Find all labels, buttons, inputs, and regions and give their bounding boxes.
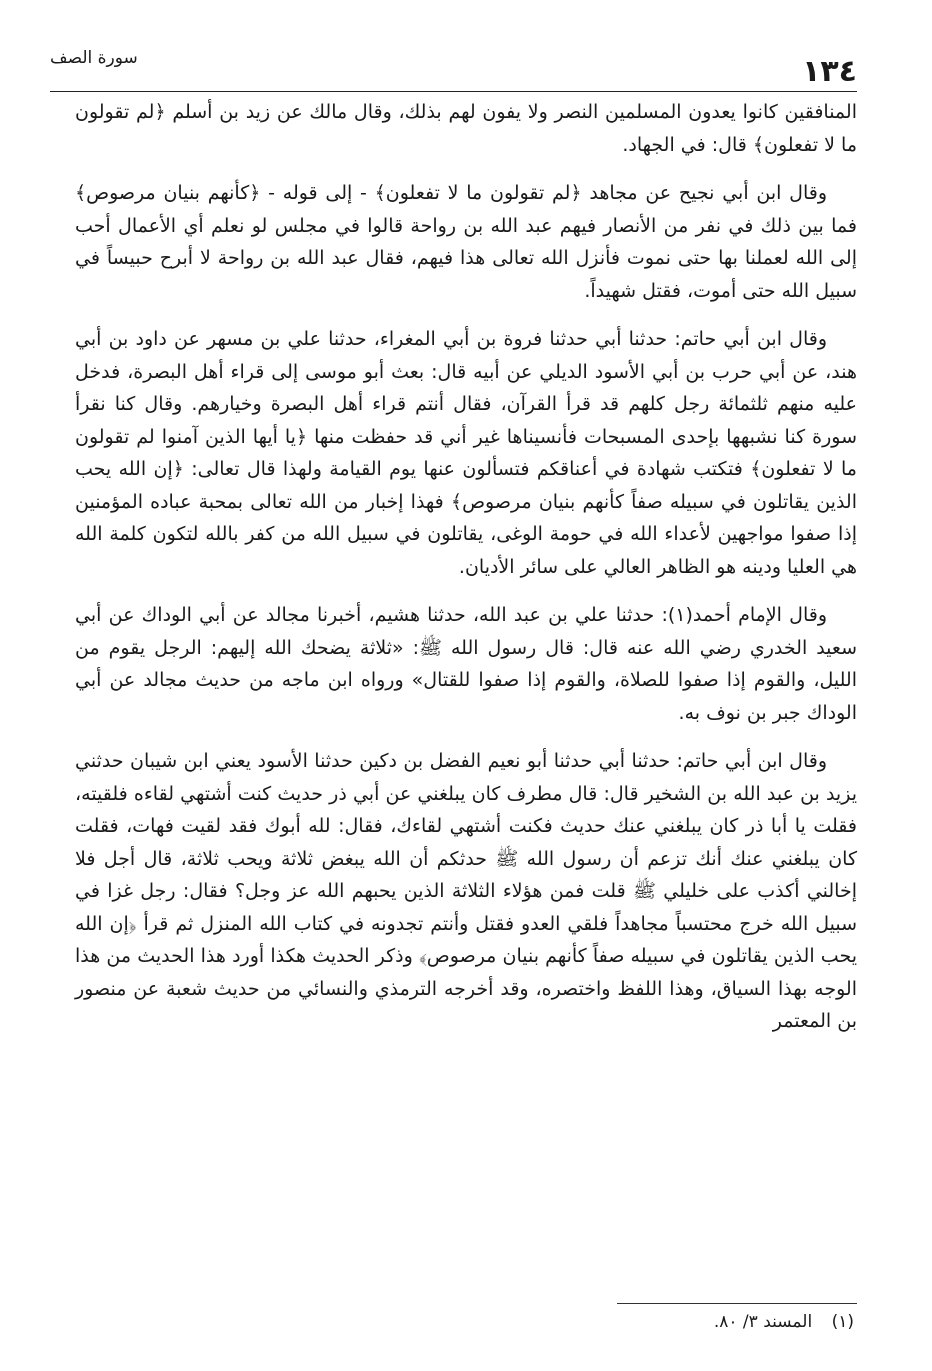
header-rule <box>50 91 857 92</box>
paragraph: وقال الإمام أحمد(١): حدثنا علي بن عبد الله، حدثنا هشيم، أخبرنا مجالد عن أبي الوداك عن أبي سعيد الخدري رضي الله عنه قال: قال رسول الله ﷺ: «ثلاثة يضحك الله إليهم: الرجل يقوم من الليل، والقوم إذا صفوا للصلاة، والقوم إذا صفوا للقتال» ورواه ابن ماجه من حديث مجالد عن أبي الوداك جبر بن نوف به. <box>75 604 857 724</box>
paragraph: وقال ابن أبي حاتم: حدثنا أبي حدثنا أبو نعيم الفضل بن دكين حدثنا الأسود يعني ابن شيبان حدثني يزيد بن عبد الله بن الشخير قال: قال مطرف كان يبلغني عن أبي ذر حديث كنت أشتهي لقاءه فلقيته، فقلت يا أبا ذر كان يبلغني عنك حديث فكنت أشتهي لقاءك، فقال: لله أبوك فقد لقيت فهات، فقلت كان يبلغني عنك أنك تزعم أن رسول الله ﷺ حدثكم أن الله يبغض ثلاثة ويحب ثلاثة، قال أجل فلا إخالني أكذب على خليلي ﷺ قلت فمن هؤلاء الثلاثة الذين يحبهم الله عز وجل؟ فقال: رجل غزا في سبيل الله خرج محتسباً مجاهداً فلقي العدو فقتل وأنتم تجدونه في كتاب الله المنزل ثم قرأ ﴿إن الله يحب الذين يقاتلون في سبيله صفاً كأنهم بنيان مرصوص﴾ وذكر الحديث هكذا أورد هذا الحديث من هذا الوجه بهذا السياق، وهذا اللفظ واختصره، وقد أخرجه الترمذي والنسائي من حديث شعبة عن منصور بن المعتمر <box>75 750 857 1032</box>
paragraph: وقال ابن أبي نجيح عن مجاهد ﴿لم تقولون ما لا تفعلون﴾ - إلى قوله - ﴿كأنهم بنيان مرصوص﴾ فما بين ذلك في نفر من الأنصار فيهم عبد الله بن رواحة قالوا في مجلس لو نعلم أي الأعمال أحب إلى الله لعملنا بها حتى نموت فأنزل الله تعالى هذا فيهم، فقال عبد الله بن رواحة لا أبرح حبيساً في سبيل الله حتى أموت، فقتل شهيداً. <box>75 182 857 302</box>
page-number: ١٣٤ <box>802 54 857 89</box>
footnote <box>714 1312 854 1332</box>
footnote-rule <box>617 1303 857 1304</box>
running-title: سورة الصف <box>50 48 138 68</box>
main-text <box>75 96 857 1054</box>
footnote-text: المسند ٣/ ٨٠. <box>713 1312 813 1332</box>
page-header <box>50 48 857 92</box>
footnote-number: (١) <box>831 1312 854 1332</box>
paragraph: وقال ابن أبي حاتم: حدثنا أبي حدثنا فروة بن أبي المغراء، حدثنا علي بن مسهر عن داود بن أبي هند، عن أبي حرب بن أبي الأسود الديلي عن أبيه قال: بعث أبو موسى إلى قراء أهل البصرة، فدخل عليه منهم ثلثمائة رجل كلهم قد قرأ القرآن، فقال أنتم قراء أهل البصرة وخيارهم. وقال كنا نقرأ سورة كنا نشبهها بإحدى المسبحات فأنسيناها غير أني قد حفظت منها ﴿يا أيها الذين آمنوا لم تقولون ما لا تفعلون﴾ فتكتب شهادة في أعناقكم فتسألون عنها يوم القيامة ولهذا قال تعالى: ﴿إن الله يحب الذين يقاتلون في سبيله صفاً كأنهم بنيان مرصوص﴾ فهذا إخبار من الله تعالى بمحبة عباده المؤمنين إذا صفوا مواجهين لأعداء الله في حومة الوغى، يقاتلون في سبيل الله من كفر بالله لتكون كلمة الله هي العليا ودينه هو الظاهر العالي على سائر الأديان. <box>75 328 857 578</box>
paragraph: المنافقين كانوا يعدون المسلمين النصر ولا يفون لهم بذلك، وقال مالك عن زيد بن أسلم ﴿لم تقولون ما لا تفعلون﴾ قال: في الجهاد. <box>75 101 857 156</box>
